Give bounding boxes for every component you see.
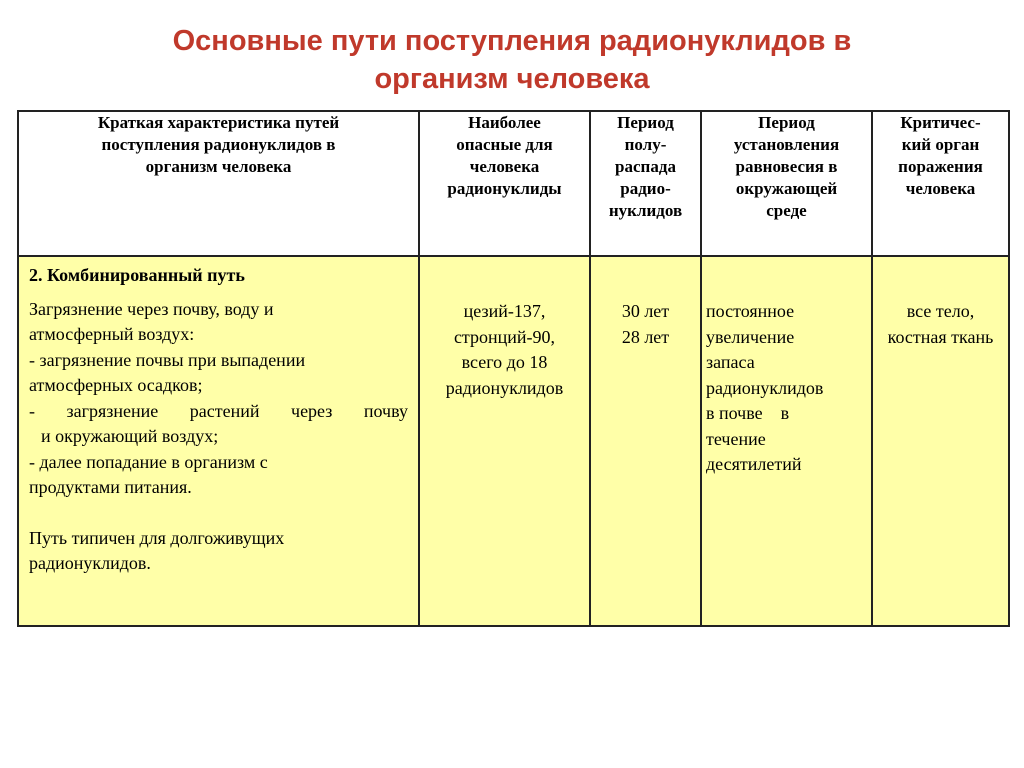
- cell-radionuclides: цезий-137, стронций-90, всего до 18 радионуклидов: [419, 256, 590, 626]
- header-critical-organ: Критичес- кий орган поражения человека: [872, 111, 1009, 256]
- header-equilibrium-period: Период установления равновесия в окружающей среде: [701, 111, 872, 256]
- radionuclide-table: [17, 110, 1010, 627]
- page-title: [0, 22, 1024, 98]
- header-characteristics: Краткая характеристика путей поступления радионуклидов в организм человека: [18, 111, 419, 256]
- header-dangerous-radionuclides: Наиболее опасные для человека радионуклиды: [419, 111, 590, 256]
- table-row: [18, 256, 1009, 626]
- cell-equilibrium: постоянное увеличение запаса радионуклидов в почве в течение десятилетий: [701, 256, 872, 626]
- cell-critical-organ: все тело, костная ткань: [872, 256, 1009, 626]
- cell-characteristics: 2. Комбинированный путь Загрязнение через почву, воду и атмосферный воздух: - загрязнение почвы при выпадении атмосферных осадков; - загрязнение растений через почву и окружающий воздух; - далее попадание в организм с продуктами питания. Путь типичен для долгоживущих радионуклидов.: [18, 256, 419, 626]
- cell-half-life: 30 лет 28 лет: [590, 256, 701, 626]
- row-heading: 2. Комбинированный путь: [29, 265, 245, 285]
- header-half-life: Период полу- распада радио- нуклидов: [590, 111, 701, 256]
- page-title-line-1: Основные пути поступления радионуклидов в: [172, 25, 852, 57]
- table-header-row: [18, 111, 1009, 256]
- page-title-line-2: организм человека: [374, 63, 650, 95]
